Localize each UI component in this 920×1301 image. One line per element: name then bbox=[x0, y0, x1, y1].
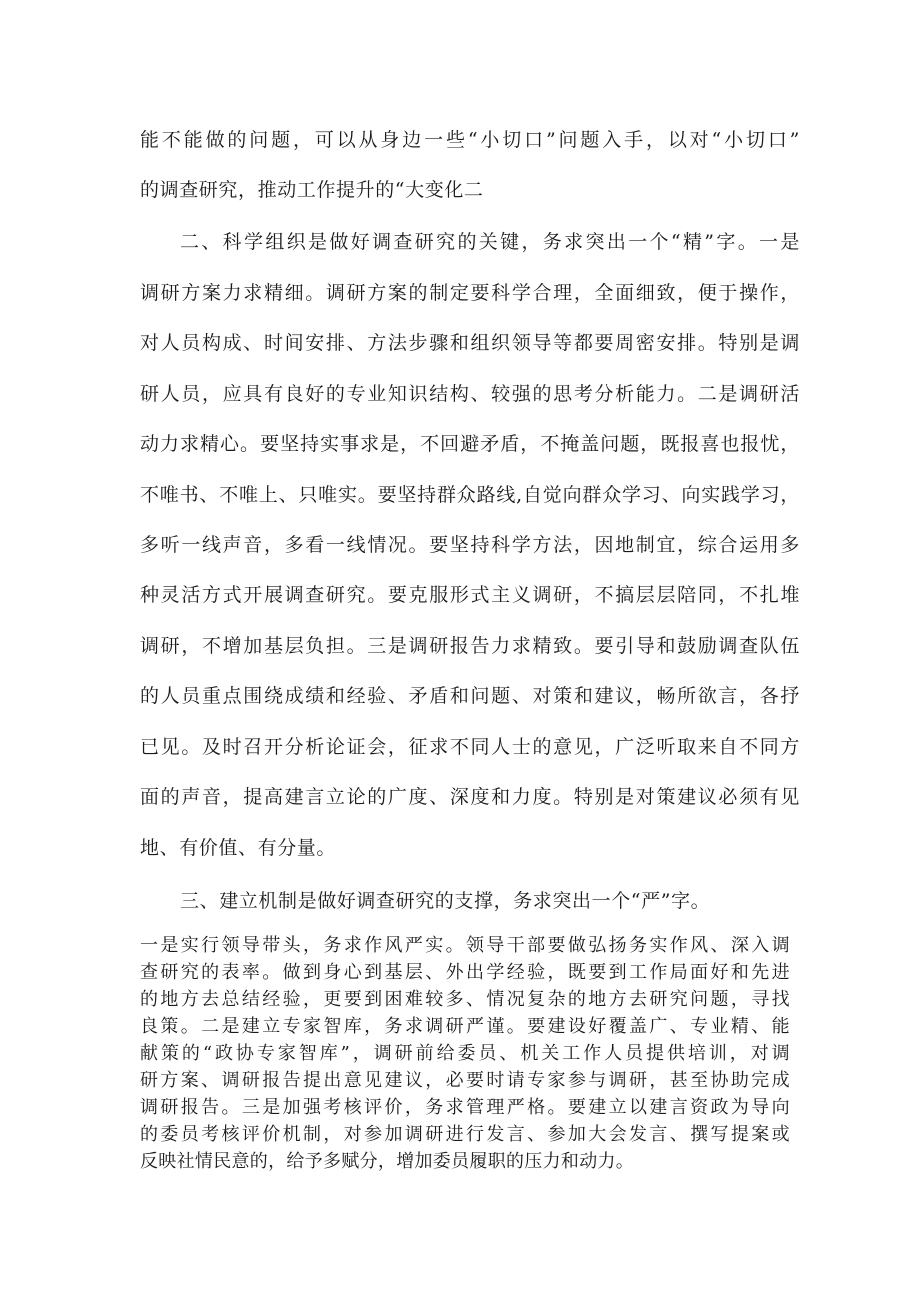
paragraph-2-line-6: 不唯书、不唯上、只唯实。要坚持群众路线,自觉向群众学习、向实践学习， bbox=[140, 484, 800, 506]
paragraph-4-line-4: 良策。二是建立专家智库，务求调研严谨。要建设好覆盖广、专业精、能 bbox=[140, 1016, 790, 1037]
paragraph-2-line-4: 研人员，应具有良好的专业知识结构、较强的思考分析能力。二是调研活 bbox=[140, 383, 800, 405]
paragraph-4-line-2: 查研究的表率。做到身心到基层、外出学经验，既要到工作局面好和先进 bbox=[140, 962, 790, 983]
paragraph-2-line-1: 二、科学组织是做好调查研究的关键，务求突出一个“精”字。一是 bbox=[180, 231, 800, 253]
paragraph-2-line-2: 调研方案力求精细。调研方案的制定要科学合理，全面细致，便于操作， bbox=[140, 282, 800, 304]
paragraph-4-line-1: 一是实行领导带头，务求作风严实。领导干部要做弘扬务实作风、深入调 bbox=[140, 935, 790, 956]
paragraph-4-line-3: 的地方去总结经验，更要到困难较多、情况复杂的地方去研究问题，寻找 bbox=[140, 989, 790, 1010]
paragraph-2-line-3: 对人员构成、时间安排、方法步骤和组织领导等都要周密安排。特别是调 bbox=[140, 332, 800, 354]
section-heading-3: 三、建立机制是做好调查研究的支撑，务求突出一个“严”字。 bbox=[180, 890, 711, 912]
paragraph-1-line-2: 的调查研究，推动工作提升的“大变化二 bbox=[140, 179, 484, 201]
paragraph-2-line-11: 已见。及时召开分析论证会，征求不同人士的意见，广泛听取来自不同方 bbox=[140, 736, 800, 758]
paragraph-4-line-8: 的委员考核评价机制，对参加调研进行发言、参加大会发言、撰写提案或 bbox=[140, 1124, 790, 1145]
paragraph-1-line-1: 能不能做的问题，可以从身边一些“小切口”问题入手，以对“小切口” bbox=[140, 129, 800, 151]
paragraph-2-line-8: 种灵活方式开展调查研究。要克服形式主义调研，不搞层层陪同，不扎堆 bbox=[140, 584, 800, 606]
paragraph-2-line-13: 地、有价值、有分量。 bbox=[140, 837, 337, 859]
paragraph-4-line-7: 调研报告。三是加强考核评价，务求管理严格。要建立以建言资政为导向 bbox=[140, 1097, 790, 1118]
paragraph-2-line-12: 面的声音，提高建言立论的广度、深度和力度。特别是对策建议必须有见 bbox=[140, 786, 800, 808]
paragraph-2-line-9: 调研，不增加基层负担。三是调研报告力求精致。要引导和鼓励调查队伍 bbox=[140, 635, 800, 657]
paragraph-4-line-9: 反映社情民意的，给予多赋分，增加委员履职的压力和动力。 bbox=[140, 1151, 635, 1172]
paragraph-4-line-5: 献策的“政协专家智库”，调研前给委员、机关工作人员提供培训，对调 bbox=[140, 1043, 790, 1064]
paragraph-4-line-6: 研方案、调研报告提出意见建议，必要时请专家参与调研，甚至协助完成 bbox=[140, 1070, 790, 1091]
paragraph-2-line-7: 多听一线声音，多看一线情况。要坚持科学方法，因地制宜，综合运用多 bbox=[140, 534, 800, 556]
paragraph-2-line-5: 动力求精心。要坚持实事求是，不回避矛盾，不掩盖问题，既报喜也报忧， bbox=[140, 433, 800, 455]
paragraph-2-line-10: 的人员重点围绕成绩和经验、矛盾和问题、对策和建议，畅所欲言，各抒 bbox=[140, 685, 800, 707]
